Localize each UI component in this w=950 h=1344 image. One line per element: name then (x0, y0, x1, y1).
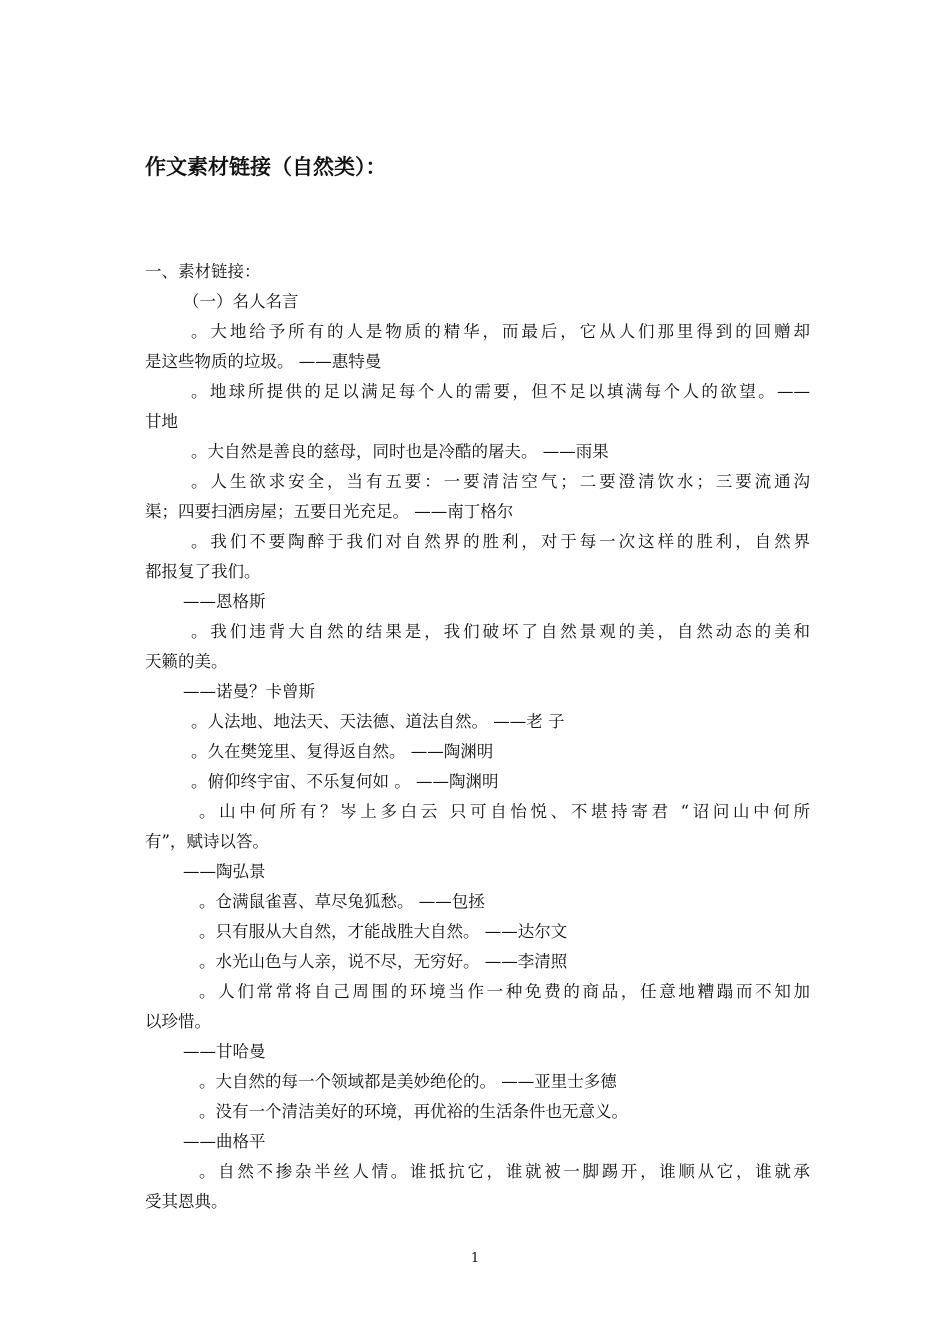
quote-line: 。地球所提供的足以满足每个人的需要，但不足以填满每个人的欲望。—— (191, 382, 810, 401)
quote-line: 。人法地、地法天、天法德、道法自然。 ——老 子 (191, 712, 565, 731)
quote-line: 。俯仰终宇宙、不乐复何如 。 ——陶渊明 (191, 772, 499, 791)
quote-line: 。大自然是善良的慈母，同时也是冷酷的屠夫。 ——雨果 (191, 442, 609, 461)
quote-line: 天籁的美。 (145, 652, 228, 671)
quote-author: ——陶弘景 (183, 862, 266, 881)
quote-author: ——恩格斯 (183, 592, 266, 611)
quote-line: 。没有一个清洁美好的环境，再优裕的生活条件也无意义。 (199, 1102, 628, 1121)
page-number: 1 (470, 1251, 480, 1266)
document-body (145, 257, 810, 1217)
quote-line: 。人们常常将自己周围的环境当作一种免费的商品，任意地糟蹋而不知加 (199, 982, 810, 1001)
quote-line: 是这些物质的垃圾。 ——惠特曼 (145, 352, 382, 371)
quote-line: 受其恩典。 (145, 1192, 228, 1211)
quote-line: 。只有服从大自然，才能战胜大自然。 ——达尔文 (199, 922, 568, 941)
section-heading: 一、素材链接： (145, 262, 261, 281)
quote-line: 。人生欲求安全，当有五要：一要清洁空气；二要澄清饮水；三要流通沟 (191, 472, 810, 491)
quote-line: 。水光山色与人亲，说不尽，无穷好。 ——李清照 (199, 952, 568, 971)
quote-line: 。山中何所有？岑上多白云 只可自怡悦、不堪持寄君 “诏问山中何所 (199, 802, 810, 821)
quote-line: 有”，赋诗以答。 (145, 832, 269, 851)
quote-line: 甘地 (145, 412, 178, 431)
subsection-heading: （一）名人名言 (183, 292, 299, 311)
quote-author: ——甘哈曼 (183, 1042, 266, 1061)
quote-line: 渠；四要扫洒房屋；五要日光充足。 ——南丁格尔 (145, 502, 514, 521)
quote-line: 。我们不要陶醉于我们对自然界的胜利，对于每一次这样的胜利，自然界 (191, 532, 810, 551)
quote-line: 。大地给予所有的人是物质的精华，而最后，它从人们那里得到的回赠却 (191, 322, 810, 341)
quote-line: 以珍惜。 (145, 1012, 211, 1031)
quote-author: ——诺曼？卡曾斯 (183, 682, 315, 701)
document-title: 作文素材链接（自然类）： (145, 155, 387, 179)
quote-line: 。久在樊笼里、复得返自然。 ——陶渊明 (191, 742, 494, 761)
quote-line: 。仓满鼠雀喜、草尽兔狐愁。 ——包拯 (199, 892, 485, 911)
quote-line: 。大自然的每一个领域都是美妙绝伦的。 ——亚里士多德 (199, 1072, 617, 1091)
quote-line: 都报复了我们。 (145, 562, 261, 581)
quote-line: 。我们违背大自然的结果是，我们破坏了自然景观的美，自然动态的美和 (191, 622, 810, 641)
quote-author: ——曲格平 (183, 1132, 266, 1151)
quote-line: 。自然不掺杂半丝人情。谁抵抗它，谁就被一脚踢开，谁顺从它，谁就承 (199, 1162, 810, 1181)
